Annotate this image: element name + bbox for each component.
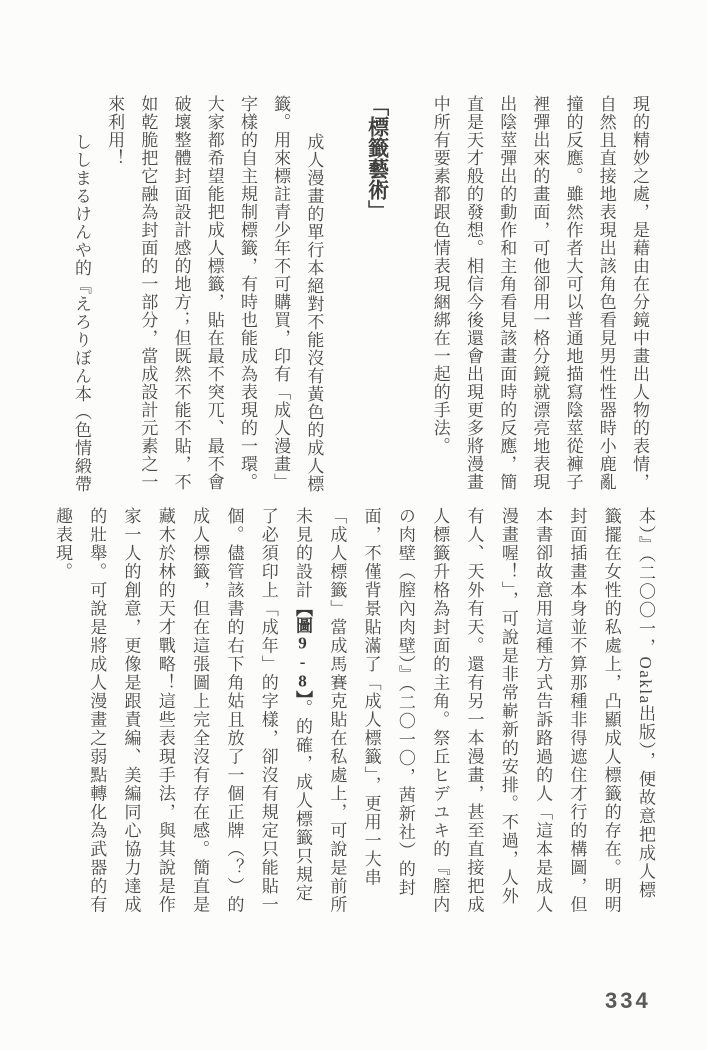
paragraph-ribbon-continued-post: 。的確，成人標籤只規定了必須印上「成年」的字樣，卻沒有規定只能貼一個。儘管該書的右下角姑且放了一個正牌（？）的成人標籤，但在這張圖上完全沒有存在感。簡直是藏木於林的天才戰略！這些表現手法，與其說是作家一人的創意，更像是跟責編、美編同心協力達成的壯舉。可說是將成人漫畫之弱點轉化為武器的有趣表現。 xyxy=(52,507,313,914)
paragraph-ribbon-start: ししまるけんや的『えろりぼん本（色情緞帶 xyxy=(71,133,91,493)
figure-reference-close-bracket: 】 xyxy=(293,690,313,699)
page-number: 334 xyxy=(605,988,651,1013)
text-block-lower xyxy=(40,507,662,916)
section-heading: 「標籤藝術」 xyxy=(365,95,390,221)
paragraph-label-rules: 成人漫畫的單行本絕對不能沒有黃色的成人標籤。用來標註青少年不可購買，印有「成人漫畫」字樣的自主規制標籤，有時也能成為表現的一環。大家都希望能把成人標籤，貼在最不突兀、最不會破壞整體封面設計感的地方；但既然不能不貼，不如乾脆把它融為封面的一部分，當成設計元素之一來利用！ xyxy=(105,95,324,493)
paragraph-continuation: 現的精妙之處，是藉由在分鏡中畫出人物的表情，自然且直接地表現出該角色看見男性性器時小鹿亂撞的反應。雖然作者大可以普通地描寫陰莖從褲子裡彈出來的畫面，可他卻用一格分鏡就漂亮地表現出陰莖彈出的動作和主角看見該畫面時的反應，簡直是天才般的發想。相信今後還會出現更多將漫畫中所有要素都跟色情表現綑綁在一起的手法。 xyxy=(430,95,649,491)
figure-reference xyxy=(293,600,312,700)
text-block-upper xyxy=(58,95,656,495)
paragraph-ribbon-continued xyxy=(45,507,662,916)
figure-reference-number: 9-8 xyxy=(293,633,313,691)
figure-reference-open-bracket: 【圖 xyxy=(293,599,313,634)
paragraph-ribbon-continued-pre: 本）』（二〇〇一，Oakla出版），便故意把成人標籤擺在女性的私處上，凸顯成人標籤的存在。明明封面插畫本身並不算那種非得遮住才行的構圖，但本書卻故意用這種方式告訴路過的人「這本是成人漫畫喔！」，可說是非常嶄新的安排。不過，人外有人、天外有天。還有另一本漫畫，甚至直接把成人標籤升格為封面的主角。祭丘ヒデユキ的『膣内の肉壁（膣內肉壁）』（二〇一〇，茜新社）的封面，不僅背景貼滿了「成人標籤」，更用一大串「成人標籤」當成馬賽克貼在私處上，可說是前所未見的設計 xyxy=(293,507,655,914)
